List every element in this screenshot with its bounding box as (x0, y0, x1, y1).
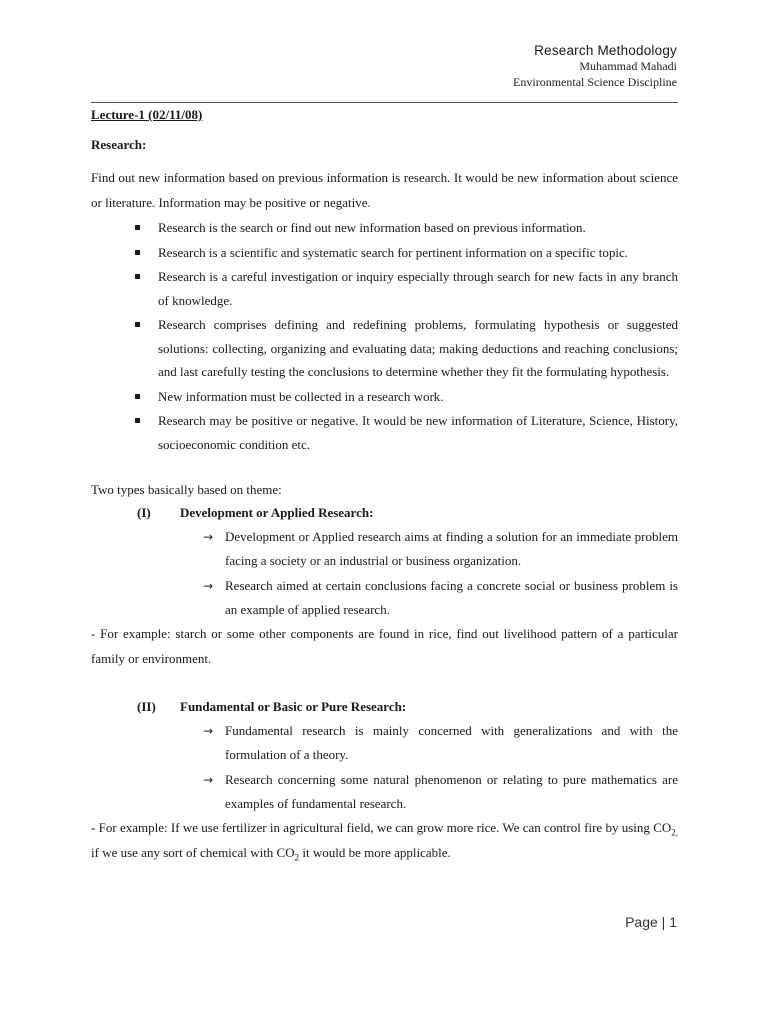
list-item (91, 719, 678, 767)
list-item-text: Research comprises defining and redefining problems, formulating hypothesis or suggested solutions: collecting, organizing and evaluating data; making deductions and reaching conclusions; and last carefully testing the conclusions to determine whether they fit the formulating hypothesis. (158, 317, 678, 379)
right-arrow-icon: → (203, 724, 214, 738)
subscript: 2 (294, 852, 300, 863)
type-2-number: (II) (137, 699, 156, 714)
list-item-text: Research is a scientific and systematic search for pertinent information on a specific topic. (158, 244, 628, 260)
list-item (91, 525, 678, 573)
list-item-text: Development or Applied research aims at finding a solution for an immediate problem facing a society or an industrial or business organization. (225, 529, 678, 568)
header-divider (91, 102, 678, 103)
example-text: - For example: If we use fertilizer in agricultural field, we can grow more rice. We can control fire by using CO (91, 820, 672, 835)
intro-paragraph: Find out new information based on previous information is research. It would be new information about science or literature. Information may be positive or negative. (91, 170, 678, 210)
square-bullet-icon (135, 418, 140, 423)
document-body (91, 104, 678, 865)
list-item (91, 265, 678, 312)
page-number: Page | 1 (625, 914, 677, 930)
section-heading: Research: (91, 137, 147, 152)
square-bullet-icon (135, 322, 140, 327)
list-item (91, 574, 678, 622)
list-item-text: Research is the search or find out new information based on previous information. (158, 220, 586, 235)
type-2-heading (91, 695, 678, 718)
type-1-label: Development or Applied Research: (180, 505, 374, 520)
discipline-name: Environmental Science Discipline (513, 75, 677, 89)
list-item-text: Research may be positive or negative. It would be new information of Literature, Science, History, socioeconomic condition etc. (158, 413, 678, 452)
types-intro: Two types basically based on theme: (91, 482, 282, 497)
type-2-example (91, 816, 678, 865)
lecture-title: Lecture-1 (02/11/08) (91, 107, 203, 122)
list-item (91, 409, 678, 456)
right-arrow-icon: → (203, 530, 214, 544)
list-item-text: Research is a careful investigation or inquiry especially through search for new facts in any branch of knowledge. (158, 269, 678, 308)
subscript: 2, (671, 827, 678, 838)
type-2-points (91, 719, 678, 816)
list-item-text: Research concerning some natural phenomenon or relating to pure mathematics are examples of fundamental research. (225, 772, 678, 811)
type-1-points (91, 525, 678, 622)
list-item (91, 385, 678, 409)
list-item (91, 241, 678, 265)
example-text: if we use any sort of chemical with CO (91, 844, 295, 860)
right-arrow-icon: → (203, 773, 214, 787)
document-title: Research Methodology (534, 43, 677, 58)
type-2-label: Fundamental or Basic or Pure Research: (180, 699, 407, 714)
list-item (91, 313, 678, 384)
right-arrow-icon: → (203, 579, 214, 593)
type-1-heading (91, 501, 678, 524)
square-bullet-icon (135, 225, 140, 230)
example-text: it would be more applicable. (299, 844, 451, 860)
list-item-text: New information must be collected in a research work. (158, 388, 444, 404)
square-bullet-icon (135, 250, 140, 255)
square-bullet-icon (135, 394, 140, 399)
list-item (91, 216, 678, 240)
page-header (513, 43, 677, 90)
list-item-text: Fundamental research is mainly concerned with generalizations and with the formulation of a theory. (225, 723, 678, 762)
list-item (91, 768, 678, 816)
list-item-text: Research aimed at certain conclusions facing a concrete social or business problem is an example of applied research. (225, 578, 678, 617)
definition-list (91, 216, 678, 456)
type-1-number: (I) (137, 505, 151, 520)
type-1-example: - For example: starch or some other components are found in rice, find out livelihood pattern of a particular family or environment. (91, 626, 678, 666)
author-name: Muhammad Mahadi (579, 59, 677, 73)
square-bullet-icon (135, 274, 140, 279)
